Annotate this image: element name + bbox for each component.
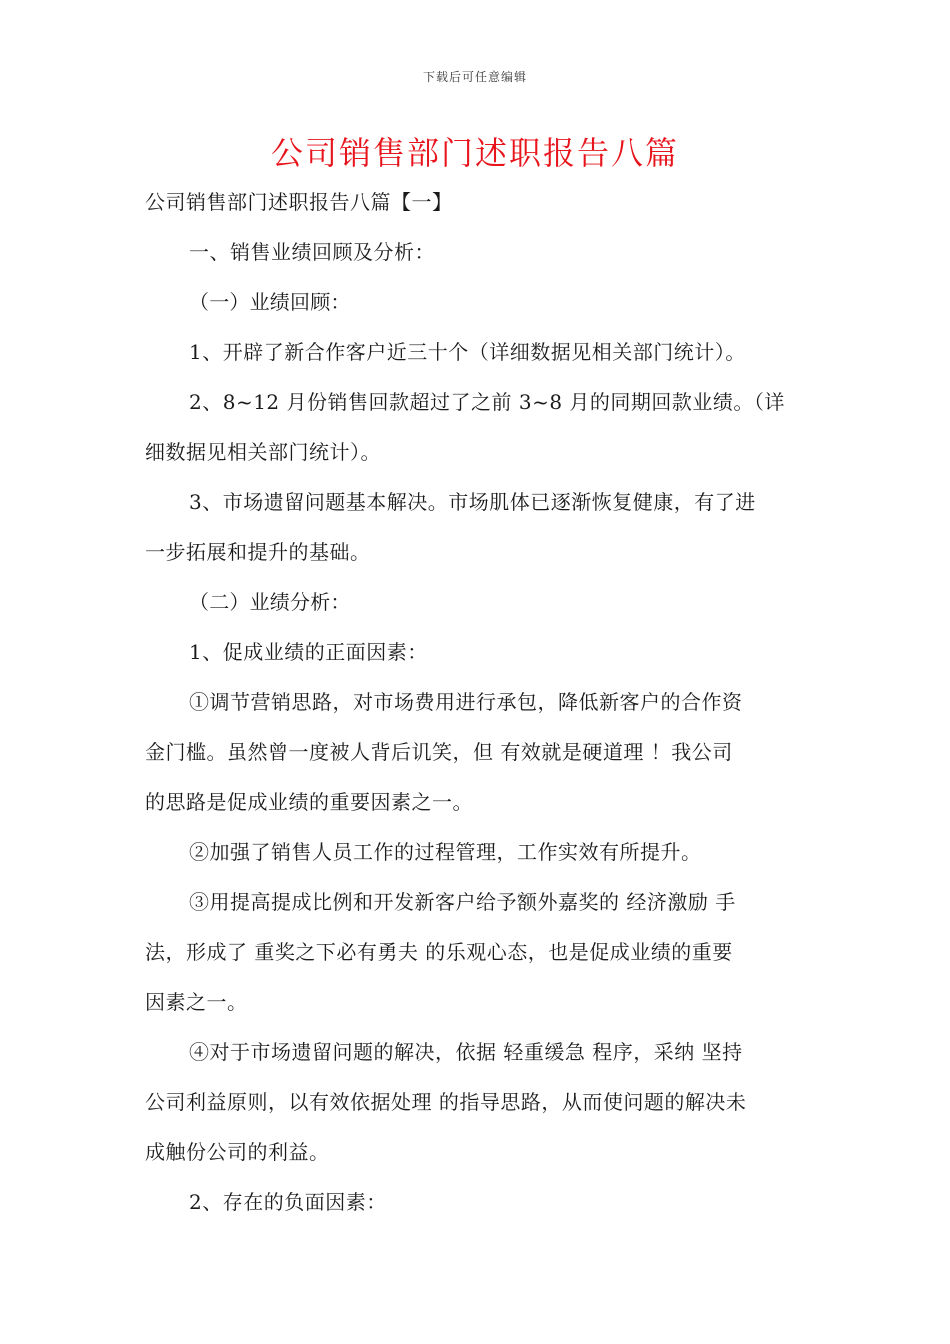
body-line-factor-4: ④对于市场遗留问题的解决，依据 轻重缓急 程序，采纳 坚持 — [189, 1040, 743, 1064]
body-line-negative-factors: 2、存在的负面因素： — [189, 1190, 387, 1214]
body-line-factor-1-cont-a: 金门槛。虽然曾一度被人背后讥笑，但 有效就是硬道理 ！我公司 — [145, 740, 733, 764]
body-line-review-item-3: 3、市场遗留问题基本解决。市场肌体已逐渐恢复健康，有了进 — [189, 490, 756, 514]
body-line-review-item-1: 1、开辟了新合作客户近三十个（详细数据见相关部门统计）。 — [189, 340, 746, 364]
body-line-subheading-analysis: （二）业绩分析： — [189, 590, 351, 614]
body-line-factor-1: ①调节营销思路，对市场费用进行承包，降低新客户的合作资 — [189, 690, 743, 714]
body-line-factor-4-cont-b: 成触份公司的利益。 — [145, 1140, 330, 1164]
body-line-subheading-review: （一）业绩回顾： — [189, 290, 351, 314]
body-line-review-item-2: 2、8~12 月份销售回款超过了之前 3~8 月的同期回款业绩。（详 — [189, 390, 785, 414]
body-line-factor-3-cont-b: 因素之一。 — [145, 990, 248, 1014]
body-line-factor-3-cont-a: 法，形成了 重奖之下必有勇夫 的乐观心态，也是促成业绩的重要 — [145, 940, 733, 964]
body-line-review-item-3-cont: 一步拓展和提升的基础。 — [145, 540, 371, 564]
document-title: 公司销售部门述职报告八篇 — [270, 134, 679, 172]
body-line-review-item-2-cont: 细数据见相关部门统计）。 — [145, 440, 381, 464]
body-line-section-heading: 公司销售部门述职报告八篇【一】 — [145, 190, 453, 214]
header-note: 下载后可任意编辑 — [422, 70, 527, 84]
body-line-factor-4-cont-a: 公司利益原则，以有效依据处理 的指导思路，从而使问题的解决未 — [145, 1090, 747, 1114]
document-body — [145, 177, 807, 1227]
body-line-heading-1: 一、销售业绩回顾及分析： — [189, 240, 435, 264]
body-line-factor-3: ③用提高提成比例和开发新客户给予额外嘉奖的 经济激励 手 — [189, 890, 736, 914]
body-line-factor-1-cont-b: 的思路是促成业绩的重要因素之一。 — [145, 790, 473, 814]
body-line-factor-2: ②加强了销售人员工作的过程管理，工作实效有所提升。 — [189, 840, 702, 864]
body-line-positive-factors: 1、促成业绩的正面因素： — [189, 640, 428, 664]
